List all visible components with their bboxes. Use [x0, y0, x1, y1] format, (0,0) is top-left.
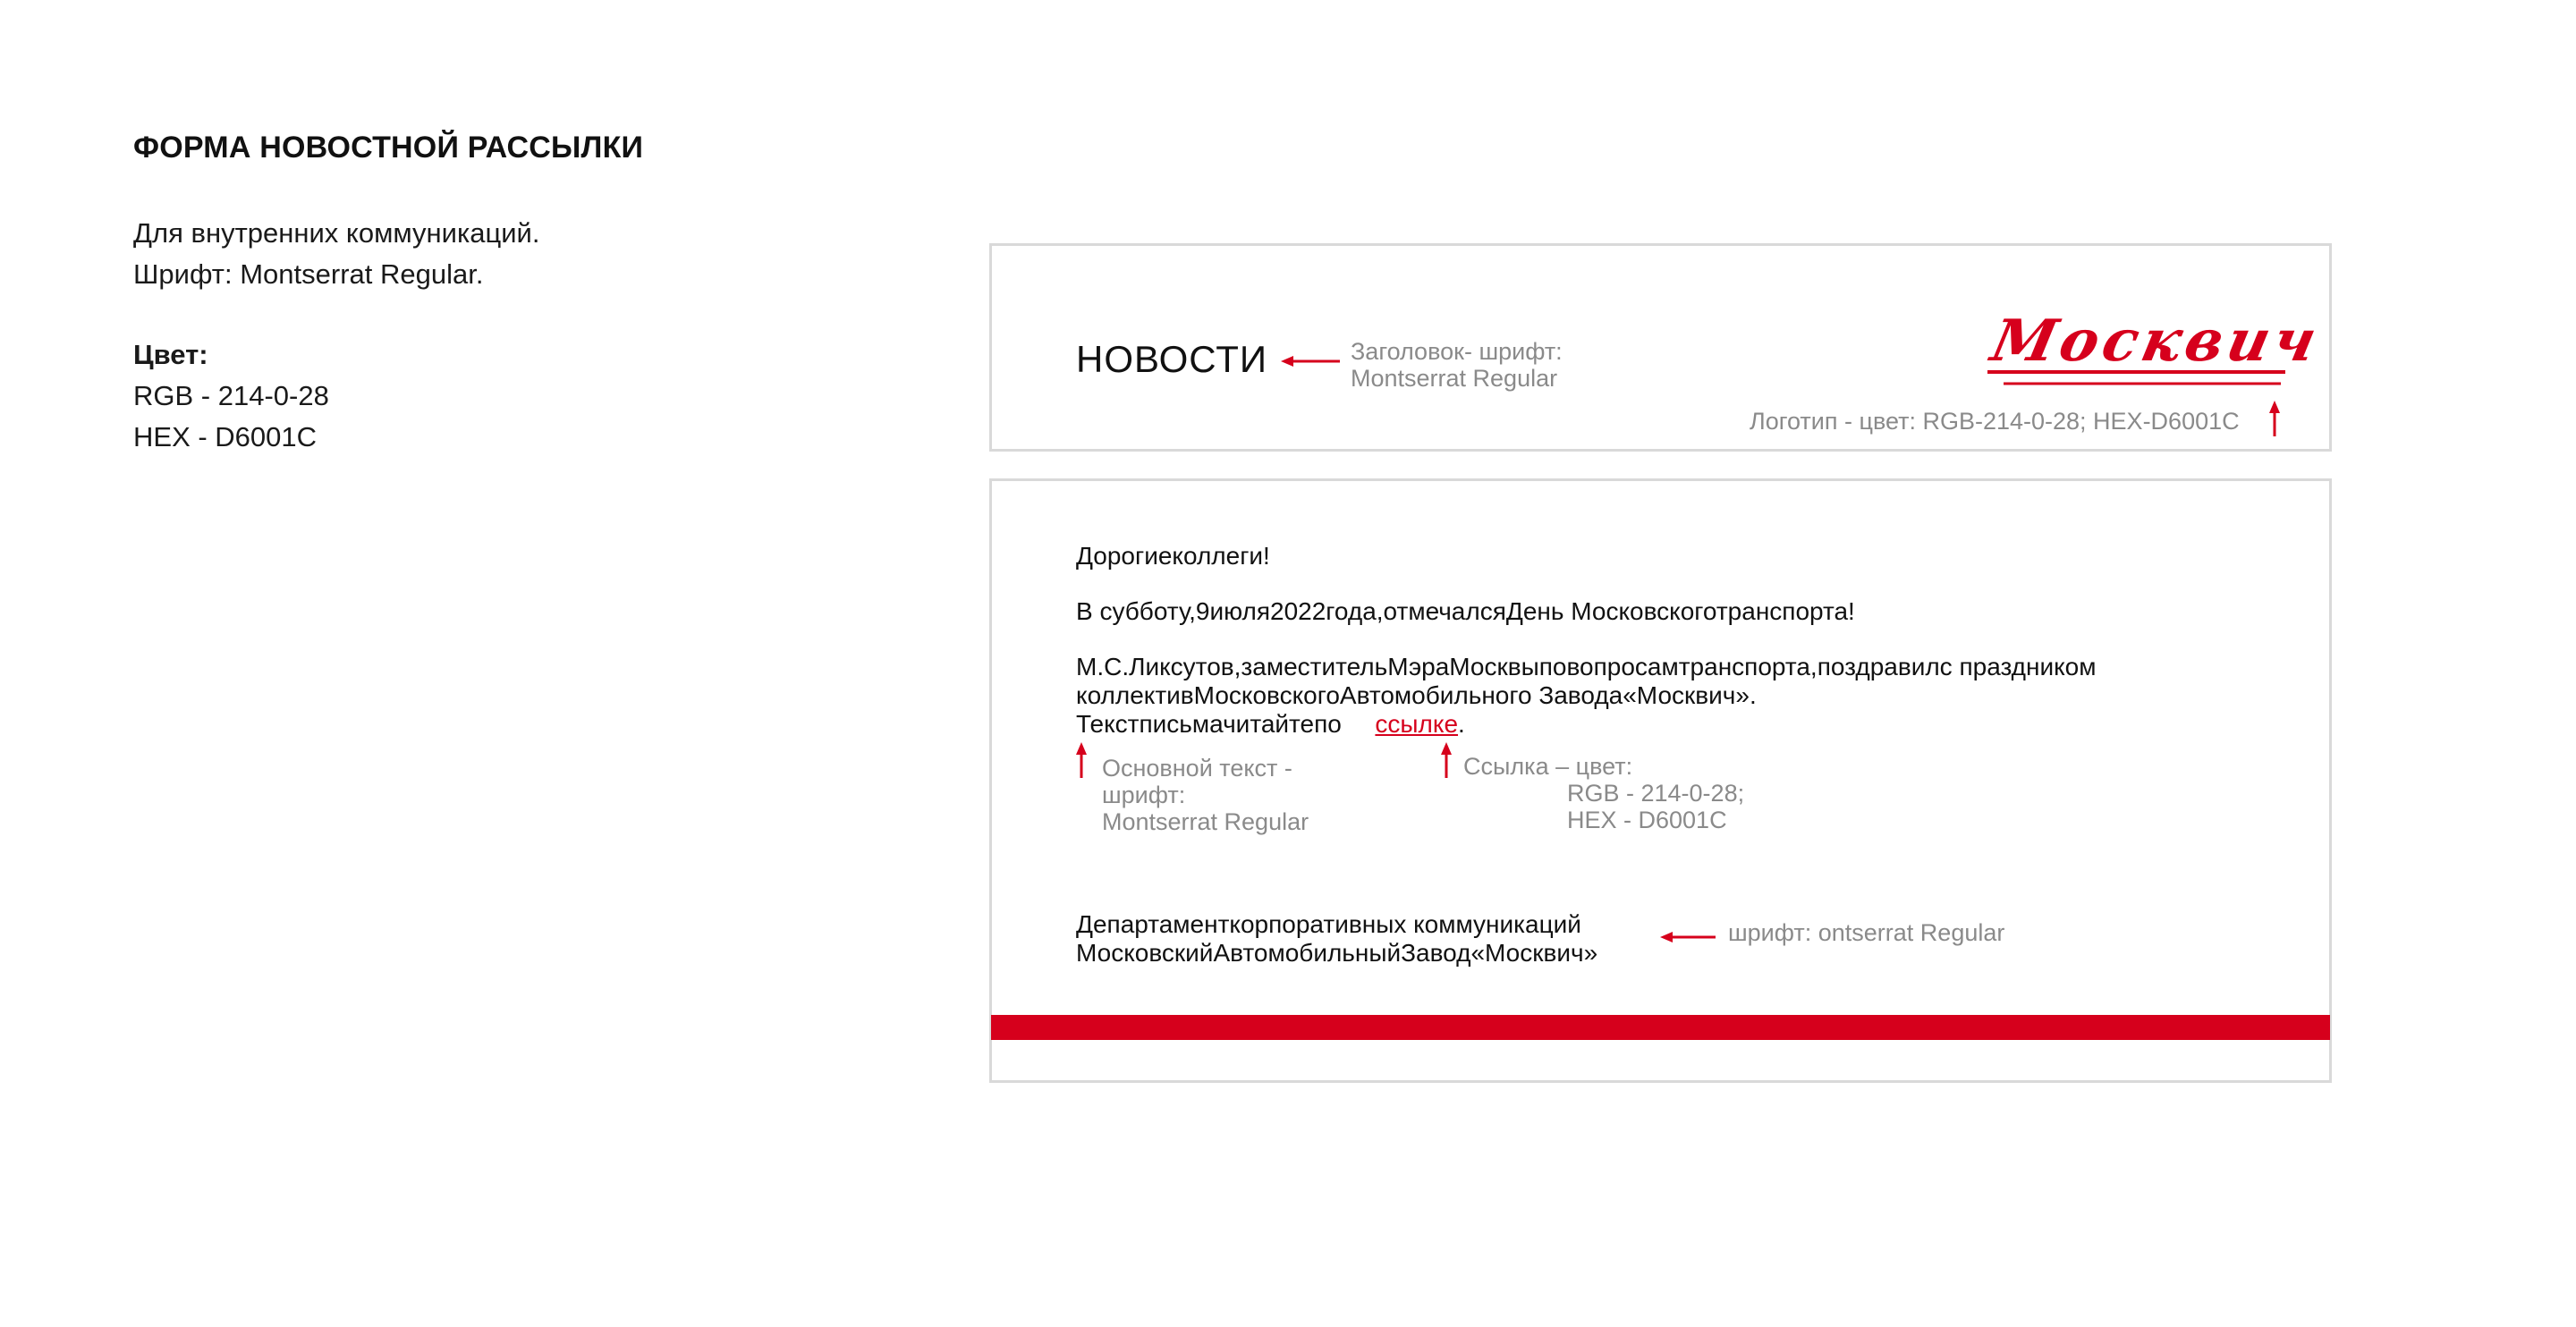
- purpose-text: Для внутренних коммуникаций.: [133, 217, 540, 249]
- page-title: ФОРМА НОВОСТНОЙ РАССЫЛКИ: [133, 131, 644, 165]
- paragraph-3: [1076, 710, 1465, 739]
- signature-line2: МосковскийАвтомобильныйЗавод«Москвич»: [1076, 939, 1598, 967]
- news-title: НОВОСТИ: [1076, 338, 1268, 380]
- link-note-line2: RGB - 214-0-28;: [1567, 780, 1745, 807]
- paragraph-1: В субботу,9июля2022года,отмечалсяДень Московскоготранспорта!: [1076, 597, 1855, 625]
- paragraph-3-text: Текстписьмачитайтепо: [1076, 710, 1342, 738]
- color-heading: Цвет:: [133, 339, 208, 370]
- arrow-left-icon: [1660, 930, 1717, 944]
- link-note-line1: Ссылка – цвет:: [1463, 753, 1633, 780]
- title-note-line2: Montserrat Regular: [1351, 365, 1558, 392]
- paragraph-3-end: .: [1458, 710, 1465, 738]
- color-hex: HEX - D6001C: [133, 421, 318, 452]
- paragraph-2-line-1: М.С.Ликсутов,заместительМэраМосквыповопросамтранспорта,поздравилс праздником: [1076, 653, 2097, 680]
- logo-note: Логотип - цвет: RGB-214-0-28; HEX-D6001C: [1750, 408, 2240, 435]
- link-note-line3: HEX - D6001C: [1567, 807, 1727, 833]
- arrow-up-icon: [2267, 401, 2282, 438]
- signature-note: шрифт: ontserrat Regular: [1728, 919, 2005, 946]
- font-text: Шрифт: Montserrat Regular.: [133, 258, 484, 290]
- title-note-line1: Заголовок- шрифт:: [1351, 338, 1563, 365]
- moskvich-logo: [1986, 302, 2327, 392]
- logo-underline: [1986, 302, 2290, 392]
- arrow-up-icon: [1439, 742, 1453, 780]
- main-note-line2: шрифт:: [1102, 782, 1186, 808]
- color-rgb: RGB - 214-0-28: [133, 380, 329, 411]
- logo-text: Москвич: [1986, 308, 2327, 375]
- main-note-line1: Основной текст -: [1102, 755, 1292, 782]
- paragraph-2-line-2: коллективМосковскогоАвтомобильного Завода«Москвич».: [1076, 681, 1757, 709]
- read-link[interactable]: ссылке: [1375, 710, 1459, 738]
- signature-line1: Департаменткорпоративных коммуникаций: [1076, 910, 1581, 938]
- arrow-up-icon: [1074, 742, 1089, 780]
- main-note-line3: Montserrat Regular: [1102, 808, 1309, 835]
- greeting: Дорогиеколлеги!: [1076, 542, 1270, 570]
- footer-red-bar: [991, 1015, 2330, 1040]
- arrow-left-icon: [1281, 354, 1342, 368]
